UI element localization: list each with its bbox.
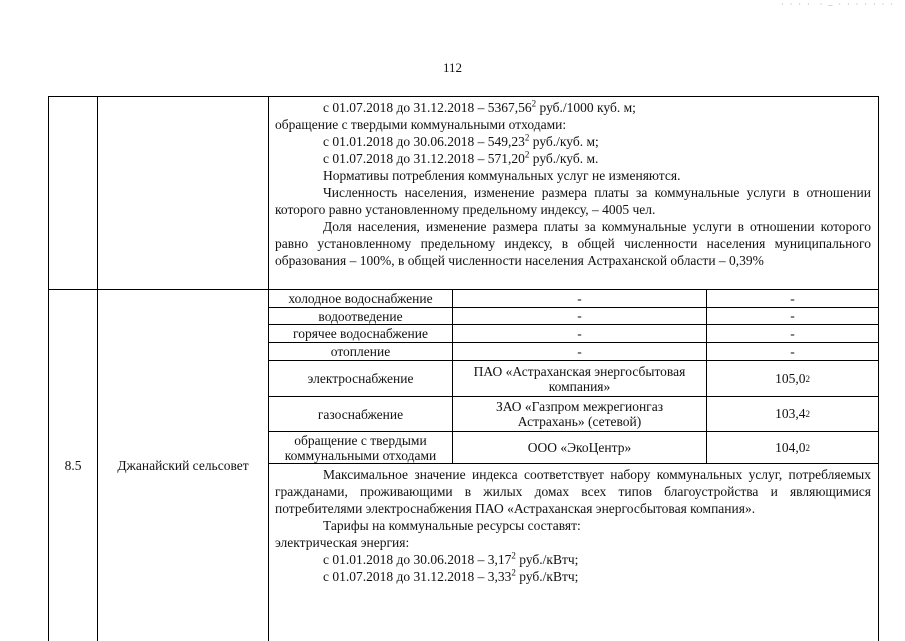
tariff-line: с 01.01.2018 до 30.06.2018 – 549,23$^2$ руб./куб. м; bbox=[323, 132, 599, 149]
index-value: - bbox=[790, 308, 795, 323]
row-number: 8.5 bbox=[64, 458, 82, 473]
index-value: 105,0 2 bbox=[775, 370, 810, 386]
scan-noise: · · · · · – · · · · · · · bbox=[781, 0, 895, 9]
document-table bbox=[48, 96, 879, 641]
service-label: отопление bbox=[330, 344, 391, 359]
index-value: 104,0 2 bbox=[775, 439, 810, 455]
tariff-line: с 01.07.2018 до 31.12.2018 – 5367,56$^2$ руб./1000 куб. м; bbox=[323, 98, 636, 115]
paragraph: Численность населения, изменение размера платы за коммунальные услуги в отношении которого равно установленному предельному индексу, – 4005 чел. bbox=[275, 185, 871, 217]
service-label: горячее водоснабжение bbox=[293, 326, 428, 341]
service-label: обращение с твердыми коммунальными отходами bbox=[284, 432, 437, 463]
tariff-line: с 01.07.2018 до 31.12.2018 – 3,33$^2$ руб./кВтч; bbox=[323, 567, 579, 584]
row-divider bbox=[268, 463, 878, 464]
tariffs-heading: Тарифы на коммунальные ресурсы составят: bbox=[323, 518, 581, 533]
index-value: 103,4 2 bbox=[775, 406, 810, 421]
electric-heading: электрическая энергия: bbox=[275, 535, 410, 550]
paragraph: Максимальное значение индекса соответствует набору коммунальных услуг, потребляемых гражданами, проживающими в жилых домах всех типов благоустройства и являющимися потребителями электроснабжения ПАО «Астраханская энергосбытовая компания». bbox=[275, 467, 871, 516]
provider-value: - bbox=[577, 308, 582, 323]
paragraph: Доля населения, изменение размера платы за коммунальные услуги в отношении которого равно установленному предельному индексу, в общей численности населения муниципального образования – 100%, в общей численности населения Астраханской области – 0,39% bbox=[275, 219, 871, 268]
provider-value: ЗАО «Газпром межрегионгаз Астрахань» (сетевой) bbox=[495, 399, 664, 429]
provider-value: - bbox=[577, 343, 582, 359]
page-number: 112 bbox=[442, 60, 463, 75]
provider-value: - bbox=[577, 290, 582, 306]
index-value: - bbox=[790, 290, 795, 306]
provider-value: ПАО «Астраханская энергосбытовая компания» bbox=[473, 363, 686, 394]
provider-value: - bbox=[577, 325, 582, 341]
service-label: электроснабжение bbox=[307, 371, 414, 386]
municipality-name: Джанайский сельсовет bbox=[117, 458, 249, 473]
tariff-heading: обращение с твердыми коммунальными отходами: bbox=[275, 117, 567, 132]
service-label: холодное водоснабжение bbox=[288, 291, 433, 306]
provider-value: ООО «ЭкоЦентр» bbox=[527, 439, 632, 455]
paragraph: Нормативы потребления коммунальных услуг не изменяются. bbox=[323, 168, 681, 183]
top-text-block bbox=[275, 99, 871, 269]
tariff-line: с 01.01.2018 до 30.06.2018 – 3,17$^2$ руб./кВтч; bbox=[323, 550, 579, 567]
service-label: водоотведение bbox=[318, 308, 403, 324]
index-value: - bbox=[790, 325, 795, 341]
service-label: газоснабжение bbox=[317, 406, 404, 422]
bottom-text-block bbox=[275, 466, 871, 585]
index-value: - bbox=[790, 343, 795, 359]
tariff-line: с 01.07.2018 до 31.12.2018 – 571,20$^2$ руб./куб. м. bbox=[323, 149, 599, 166]
